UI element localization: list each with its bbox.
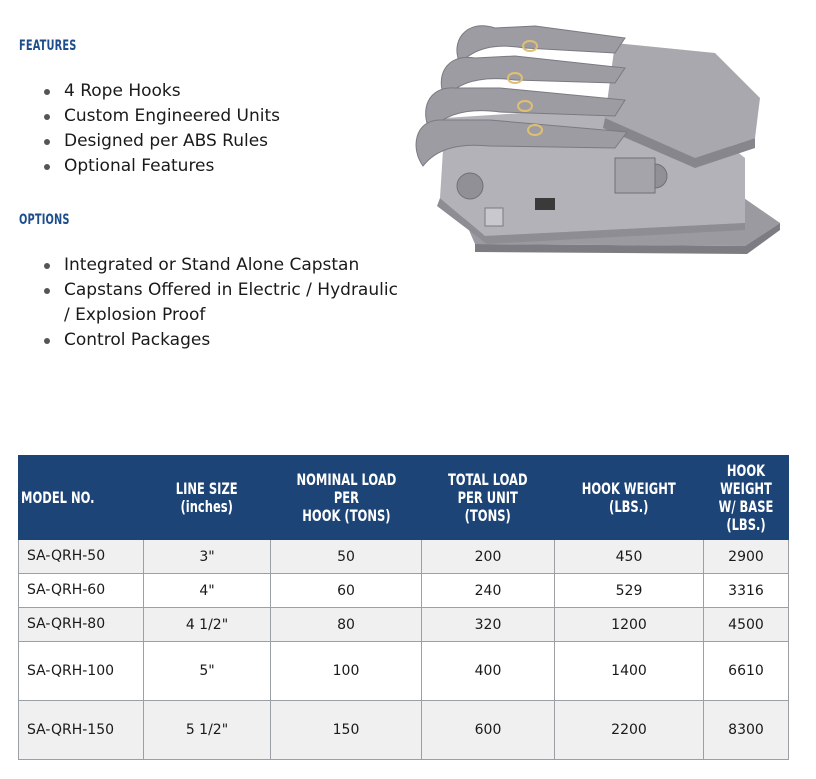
hook-weight-cell: 2200 [555, 701, 704, 760]
hook-weight-base-cell: 4500 [704, 608, 789, 642]
nominal-load-cell: 80 [271, 608, 422, 642]
table-row [19, 642, 789, 701]
table-row [19, 540, 789, 574]
list-item: Control Packages [44, 328, 404, 353]
specs-table [18, 455, 789, 760]
model-cell: SA-QRH-60 [19, 574, 144, 608]
total-load-cell: 320 [422, 608, 555, 642]
list-item: Designed per ABS Rules [44, 129, 280, 154]
hook-weight-base-cell: 3316 [704, 574, 789, 608]
hook-weight-base-cell: 6610 [704, 642, 789, 701]
total-load-cell: 240 [422, 574, 555, 608]
line-size-cell: 4" [144, 574, 271, 608]
model-cell: SA-QRH-100 [19, 642, 144, 701]
line-size-cell: 3" [144, 540, 271, 574]
column-header: HOOK WEIGHT (LBS.) [555, 456, 704, 540]
column-header: NOMINAL LOAD PER HOOK (TONS) [271, 456, 422, 540]
column-header: HOOK WEIGHT W/ BASE (LBS.) [704, 456, 789, 540]
hook-weight-cell: 450 [555, 540, 704, 574]
hook-weight-cell: 1200 [555, 608, 704, 642]
list-item: 4 Rope Hooks [44, 79, 280, 104]
hook-weight-cell: 529 [555, 574, 704, 608]
total-load-cell: 400 [422, 642, 555, 701]
table-row [19, 574, 789, 608]
list-item: Capstans Offered in Electric / Hydraulic / Explosion Proof [44, 278, 404, 328]
model-cell: SA-QRH-150 [19, 701, 144, 760]
model-cell: SA-QRH-80 [19, 608, 144, 642]
features-heading: FEATURES [19, 38, 77, 54]
line-size-cell: 5 1/2" [144, 701, 271, 760]
list-item: Optional Features [44, 154, 280, 179]
features-list [44, 79, 280, 179]
quick-release-hook-photo [415, 8, 795, 258]
line-size-cell: 4 1/2" [144, 608, 271, 642]
line-size-cell: 5" [144, 642, 271, 701]
column-header: TOTAL LOAD PER UNIT (TONS) [422, 456, 555, 540]
model-cell: SA-QRH-50 [19, 540, 144, 574]
options-heading: OPTIONS [19, 212, 70, 228]
total-load-cell: 600 [422, 701, 555, 760]
table-header-row [19, 456, 789, 540]
hook-weight-base-cell: 8300 [704, 701, 789, 760]
list-item: Custom Engineered Units [44, 104, 280, 129]
table-row [19, 608, 789, 642]
nominal-load-cell: 50 [271, 540, 422, 574]
table-row [19, 701, 789, 760]
nominal-load-cell: 150 [271, 701, 422, 760]
hook-weight-base-cell: 2900 [704, 540, 789, 574]
column-header: MODEL NO. [19, 456, 144, 540]
hook-weight-cell: 1400 [555, 642, 704, 701]
total-load-cell: 200 [422, 540, 555, 574]
column-header: LINE SIZE (inches) [144, 456, 271, 540]
nominal-load-cell: 100 [271, 642, 422, 701]
list-item: Integrated or Stand Alone Capstan [44, 253, 404, 278]
options-list [44, 253, 404, 353]
nominal-load-cell: 60 [271, 574, 422, 608]
